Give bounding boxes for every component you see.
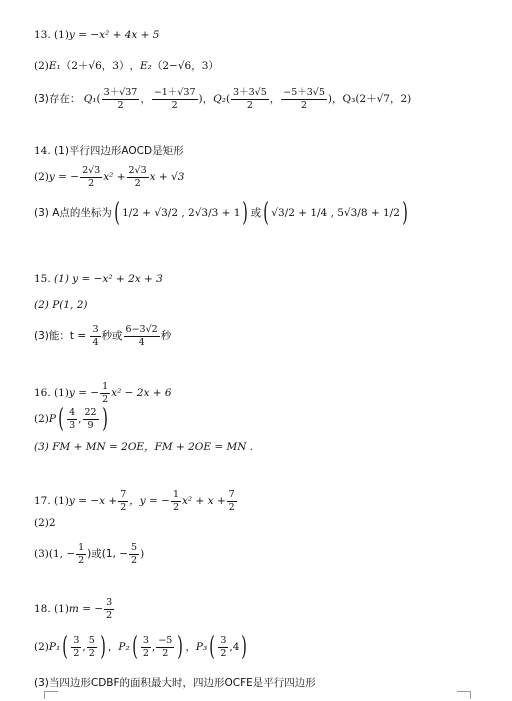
page-corner-mark-right [454,691,471,699]
q16-part2: (2) P ( $\frac{4}{3}$ , $\frac{22}{9}$ ) [34,404,108,434]
q15-part2: (2) P(1, 2) [34,299,88,311]
q14-number: 14. [34,145,51,157]
q15-part3: (3)能：t = $\frac{3}{4}$ 秒或 $\frac{6-3√2}{4}$ 秒 [34,324,172,348]
q17-part3: (3) (1, − $\frac{1}{2}$ )或(1, − $\frac{5}{2}$ ) [34,542,145,566]
q13-part3: (3)存在： Q₁ ( $\frac{3+√37}{2}$ ， $\frac{-1+√37}{2}$ )， Q₂ ( $\frac{3+3√5}{2}$ ， $\frac{-5+3√5}{2}$ )， Q₃(2＋√7，2) [34,87,412,111]
q15-number: 15. [34,273,51,285]
q18-part2: (2) P₁ ( $\frac{3}{2}$ , $\frac{5}{2}$ ) ， P₂ ( $\frac{3}{2}$ , $\frac{-5}{2}$ ) ， P₃ ( $\frac{3}{2}$ , 4 ) [34,632,248,662]
q13-q2-x-fraction: $\frac{3+3√5}{2}$ [233,87,267,111]
q13-q1-x-fraction: $\frac{3+√37}{2}$ [103,87,138,111]
page-corner-mark-left [44,691,61,699]
q13-q3: Q₃(2＋√7，2) [342,93,412,106]
q18-part3: (3)当四边形CDBF的面积最大时，四边形OCFE是平行四边形 [34,677,316,689]
q16-number: 16. [34,387,51,400]
q16-part1: 16. (1) y = − $\frac{1}{2}$ x² − 2x + 6 [34,381,172,405]
q14-part3: (3) A点的坐标为 ( 1/2 + √3/2 , 2√3/3 + 1 ) 或 ( √3/2 + 1/4 , 5√3/8 + 1/2 ) [34,198,408,228]
q14-part1: 14. (1)平行四边形AOCD是矩形 [34,145,184,157]
q17-part1: 17. (1) y = −x + $\frac{7}{2}$ ，y = − $\frac{1}{2}$ x² + x + $\frac{7}{2}$ [34,489,235,513]
q14-part2: (2) y = − $\frac{2√3}{2}$ x² + $\frac{2√3}{2}$ x + √3 [34,165,185,189]
q13-q2-y-fraction: $\frac{-5+3√5}{2}$ [283,87,325,111]
q14-point-a2: √3/2 + 1/4 , 5√3/8 + 1/2 [271,207,400,220]
q16-part3: (3) FM + MN = 2OE，FM + 2OE = MN . [34,441,254,453]
q13-part2: (2) E₁ （2＋√6，3） ， E₂ （2−√6，3） [34,60,219,72]
q17-number: 17. [34,495,51,508]
q14-point-a1: 1/2 + √3/2 , 2√3/3 + 1 [122,207,241,220]
q15-part1: 15. (1) y = −x² + 2x + 3 [34,273,163,285]
q13-number: 13. [34,29,51,41]
q17-part2: (2)2 [34,517,56,529]
q13-part1: 13. (1) y = −x² + 4x + 5 [34,29,160,41]
q13-q1-y-fraction: $\frac{-1+√37}{2}$ [153,87,196,111]
q13-p1-math: y = −x² + 4x + 5 [68,29,160,41]
q18-number: 18. [34,603,51,616]
q18-part1: 18. (1) m = − $\frac{3}{2}$ [34,597,113,621]
